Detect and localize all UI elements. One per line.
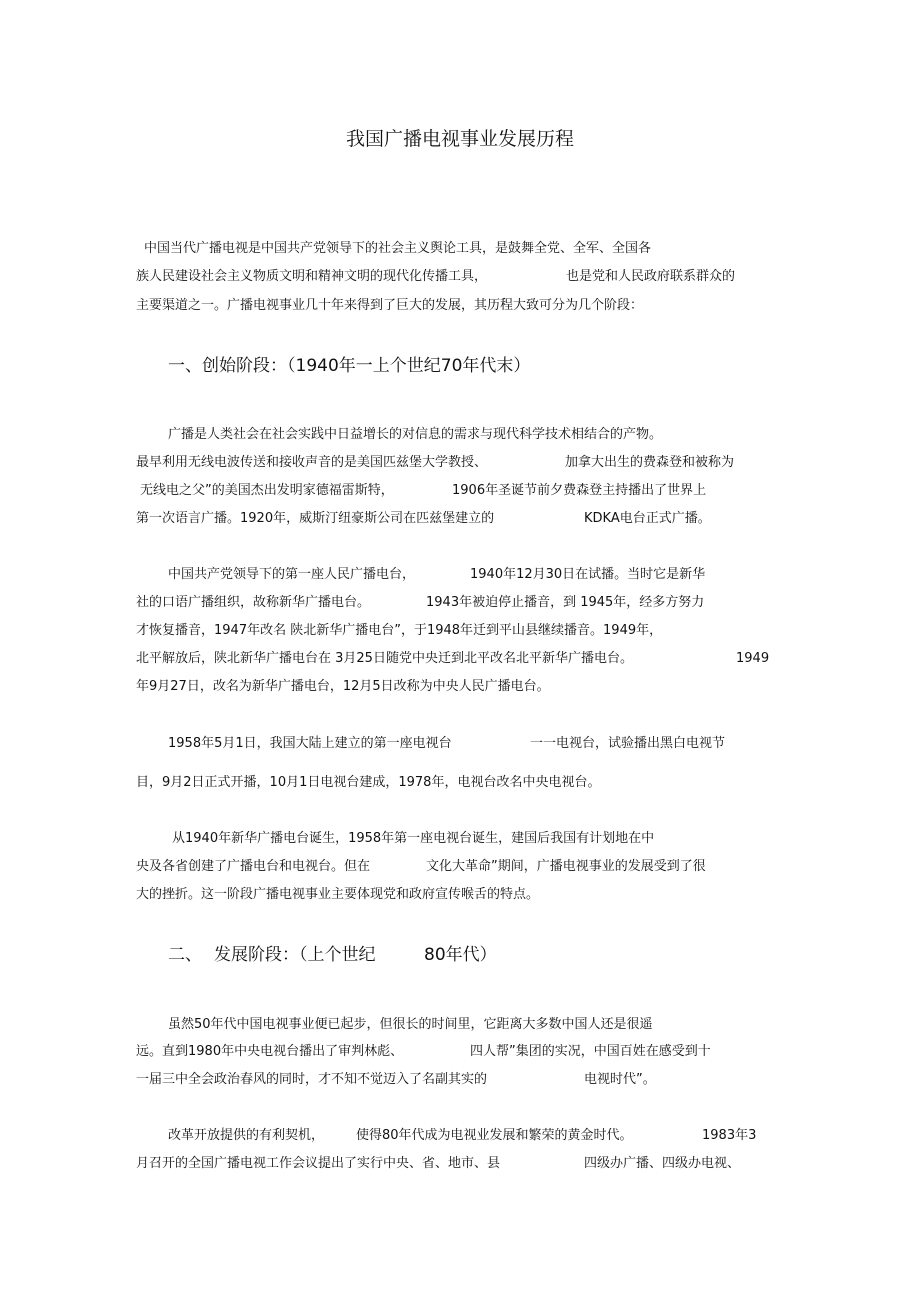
section-2-heading-years: 80年代）	[424, 945, 497, 965]
s1-p1-line-3a: 无线电之父”的美国杰出发明家德福雷斯特，	[140, 483, 394, 498]
s2-p1-line-2b: 四人帮”集团的实况，中国百姓在感受到十	[470, 1044, 711, 1059]
s2-p1-line-3a: 一届三中全会政治春风的同时，才不知不觉迈入了名副其实的	[136, 1072, 488, 1087]
s1-p4-line-1: 从1940年新华广播电台诞生，1958年第一座电视台诞生，建国后我国有计划地在中	[172, 831, 655, 846]
s1-p2-line-3: 才恢复播音，1947年改名 陕北新华广播电台”，于1948年迁到平山县继续播音。1949年，	[136, 623, 663, 638]
s1-p3-line-1b: 一一电视台，试验播出黑白电视节	[530, 736, 726, 751]
page-title: 我国广播电视事业发展历程	[345, 128, 574, 150]
s1-p2-line-1a: 中国共产党领导下的第一座人民广播电台，	[168, 567, 416, 582]
s2-p2-line-2b: 四级办广播、四级办电视、	[584, 1156, 741, 1171]
s1-p1-line-4a: 第一次语言广播。1920年，威斯汀纽豪斯公司在匹兹堡建立的	[136, 511, 495, 526]
section-2-heading-title: 发展阶段：（上个世纪	[214, 945, 376, 965]
s2-p2-line-1b: 使得80年代成为电视业发展和繁荣的黄金时代。	[356, 1128, 633, 1143]
s1-p2-line-5: 年9月27日，改名为新华广播电台，12月5日改称为中央人民广播电台。	[136, 679, 550, 694]
s1-p1-line-3b: 1906年圣诞节前夕费森登主持播出了世界上	[452, 483, 707, 498]
s2-p2-line-1a: 改革开放提供的有利契机，	[168, 1128, 325, 1143]
s1-p3-line-1a: 1958年5月1日，我国大陆上建立的第一座电视台	[168, 736, 452, 751]
intro-line-2a: 族人民建设社会主义物质文明和精神文明的现代化传播工具，	[136, 269, 488, 284]
s1-p4-line-2a: 央及各省创建了广播电台和电视台。但在	[136, 859, 371, 874]
s1-p2-line-4b: 1949	[736, 651, 770, 666]
s1-p2-line-1b: 1940年12月30日在试播。当时它是新华	[470, 567, 706, 582]
s1-p1-line-4b: KDKA电台正式广播。	[584, 511, 711, 526]
s2-p2-line-1c: 1983年3	[702, 1128, 757, 1143]
s1-p2-line-2b: 1943年被迫停止播音，到 1945年，经多方努力	[426, 595, 705, 610]
intro-line-3: 主要渠道之一。广播电视事业几十年来得到了巨大的发展，其历程大致可分为几个阶段：	[136, 298, 644, 313]
s2-p1-line-1: 虽然50年代中国电视事业便已起步，但很长的时间里，它距离大多数中国人还是很遥	[168, 1017, 653, 1032]
s2-p2-line-2a: 月召开的全国广播电视工作会议提出了实行中央、省、地市、县	[136, 1156, 501, 1171]
s2-p1-line-2a: 远。直到1980年中央电视台播出了审判林彪、	[136, 1044, 404, 1059]
section-1-heading: 一、创始阶段：（1940年一上个世纪70年代末）	[168, 356, 531, 376]
s1-p1-line-1: 广播是人类社会在社会实践中日益增长的对信息的需求与现代科学技术相结合的产物。	[168, 427, 663, 442]
s1-p1-line-2b: 加拿大出生的费森登和被称为	[565, 455, 735, 470]
intro-line-2b: 也是党和人民政府联系群众的	[566, 269, 736, 284]
s1-p2-line-2a: 社的口语广播组织，故称新华广播电台。	[136, 595, 371, 610]
s1-p3-line-2: 目，9月2日正式开播，10月1日电视台建成，1978年，电视台改名中央电视台。	[136, 775, 601, 790]
s2-p1-line-3b: 电视时代”。	[584, 1072, 656, 1087]
s1-p4-line-3: 大的挫折。这一阶段广播电视事业主要体现党和政府宣传喉舌的特点。	[136, 887, 540, 902]
s1-p4-line-2b: 文化大革命”期间，广播电视事业的发展受到了很	[426, 859, 706, 874]
intro-line-1: 中国当代广播电视是中国共产党领导下的社会主义舆论工具，是鼓舞全党、全军、全国各	[144, 241, 652, 256]
s1-p2-line-4a: 北平解放后，陕北新华广播电台在 3月25日随党中央迁到北平改名北平新华广播电台。	[136, 651, 633, 666]
section-2-heading-num: 二、	[168, 945, 202, 965]
s1-p1-line-2a: 最早利用无线电波传送和接收声音的是美国匹兹堡大学教授、	[136, 455, 488, 470]
